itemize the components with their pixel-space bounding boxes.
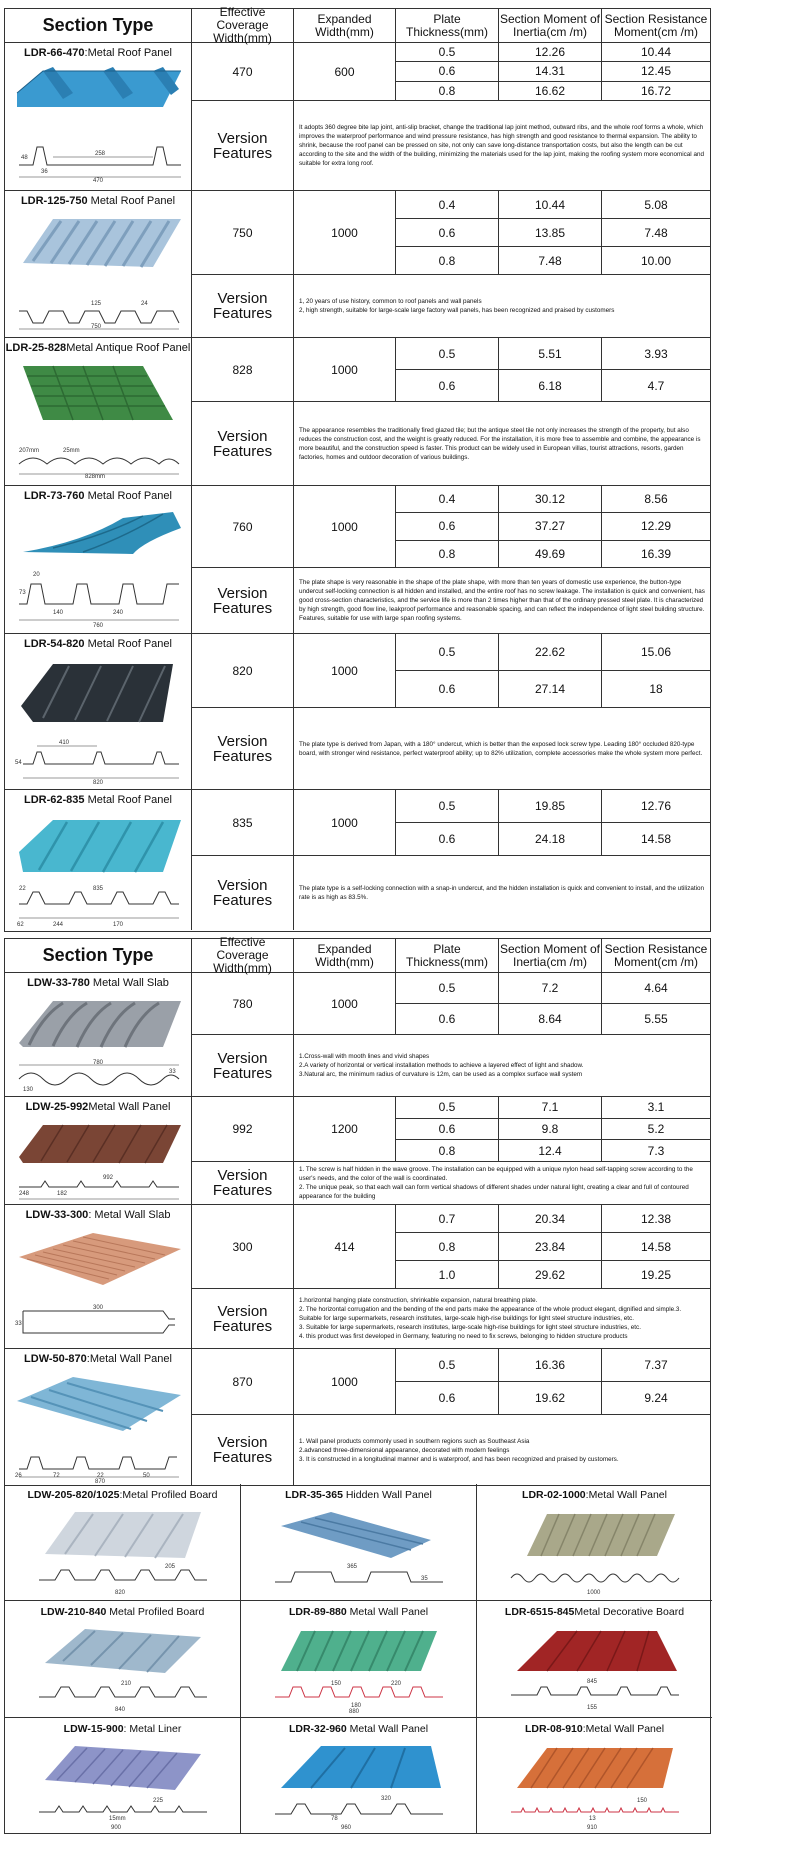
svg-text:820: 820 xyxy=(115,1590,126,1596)
product-name: LDW-25-992Metal Wall Panel xyxy=(25,1101,171,1113)
product-name: LDR-125-750 Metal Roof Panel xyxy=(20,195,176,207)
version-features-label: Version Features xyxy=(192,1162,294,1204)
header-thickness: Plate Thickness(mm) xyxy=(396,939,499,972)
product-name: LDR-66-470:Metal Roof Panel xyxy=(24,47,172,59)
header-coverage: Effective Coverage Width(mm) xyxy=(192,939,294,972)
spec-row: 0.6 13.85 7.48 xyxy=(396,219,710,247)
profile-diagram xyxy=(13,564,185,628)
svg-text:130: 130 xyxy=(23,1087,34,1093)
spec-row: 0.5 7.1 3.1 xyxy=(396,1097,710,1119)
svg-text:1000: 1000 xyxy=(587,1590,601,1596)
svg-text:15mm: 15mm xyxy=(109,1816,126,1822)
spec-row: 1.0 29.62 19.25 xyxy=(396,1261,710,1288)
svg-text:33: 33 xyxy=(15,1321,22,1327)
header-section-type: Section Type xyxy=(5,9,192,42)
svg-text:835: 835 xyxy=(93,886,104,892)
gallery-illustration xyxy=(271,1740,447,1830)
version-features-label: Version Features xyxy=(192,402,294,485)
product-ldr-54-820 xyxy=(5,634,710,790)
expanded-value: 600 xyxy=(294,43,396,100)
header-resistance: Section Resistance Moment(cm /m) xyxy=(604,941,708,969)
product-ldr-25-828 xyxy=(5,338,710,486)
spec-row: 0.6 24.18 14.58 xyxy=(396,823,710,855)
gallery-item: LDR-32-960 Metal Wall Panel 320 78 960 xyxy=(241,1718,477,1834)
expanded-value: 1000 xyxy=(294,973,396,1034)
product-image-cell xyxy=(5,1097,192,1204)
spec-row: 0.7 20.34 12.38 xyxy=(396,1205,710,1233)
panel-illustration xyxy=(13,508,185,558)
roof-panel-sheet xyxy=(4,5,711,932)
spec-row: 0.8 16.62 16.72 xyxy=(396,82,710,100)
product-name: LDR-54-820 Metal Roof Panel xyxy=(24,638,172,650)
version-features-label: Version Features xyxy=(192,708,294,789)
version-features-label: Version Features xyxy=(192,1289,294,1348)
svg-text:880: 880 xyxy=(349,1709,360,1713)
svg-text:20: 20 xyxy=(33,572,40,578)
panel-illustration xyxy=(13,1371,185,1435)
version-features-text: 1.Cross-wall with mooth lines and vivid shapes 2.A variety of horizontal or vertical installation methods to achieve a layered effect of light and shadow. 3.Natural arc, the minimum radius of curvature is 12m, can be used as a complex surface wall system xyxy=(299,1053,584,1078)
svg-text:62: 62 xyxy=(17,922,24,928)
svg-text:140: 140 xyxy=(53,610,64,616)
table-header xyxy=(5,935,710,975)
gallery-item: LDR-6515-845Metal Decorative Board 845 155 xyxy=(477,1601,712,1718)
expanded-value: 414 xyxy=(294,1205,396,1288)
spec-row: 0.5 16.36 7.37 xyxy=(396,1349,710,1382)
spec-row: 0.8 23.84 14.58 xyxy=(396,1233,710,1261)
profile-diagram xyxy=(13,293,185,333)
header-coverage: Effective Coverage Width(mm) xyxy=(192,9,294,42)
svg-text:78: 78 xyxy=(331,1816,338,1822)
svg-text:207mm: 207mm xyxy=(19,448,40,454)
panel-illustration xyxy=(13,63,185,113)
svg-text:240: 240 xyxy=(113,610,124,616)
gallery-illustration xyxy=(507,1740,683,1830)
svg-text:820: 820 xyxy=(93,780,104,784)
version-features-label: Version Features xyxy=(192,856,294,930)
product-ldr-66-470 xyxy=(5,43,710,191)
spec-row: 0.5 12.26 10.44 xyxy=(396,43,710,62)
version-features-text: 1.horizontal hanging plate construction, shrinkable expansion, natural breathing plate. 2. The horizontal corrugation and the bending of the end parts make the appearance of the whole product elegant, dignified and simple.3. Suitable for large supermarkets, research institutes, large-scale high-rise buildings for light steel structure industries, etc. 3. Suitable for large supermarkets, research institutes, large-scale high-rise buildings for light steel structure industries, etc. 4. this product was first developed in Germany, featuring no need to fix screws, belonging to hidden structure products xyxy=(299,1297,682,1340)
product-name: LDW-33-300: Metal Wall Slab xyxy=(25,1209,171,1221)
svg-text:410: 410 xyxy=(59,740,70,746)
header-thickness: Plate Thickness(mm) xyxy=(396,9,499,42)
product-image-cell xyxy=(5,486,192,633)
svg-text:33: 33 xyxy=(169,1069,176,1075)
spec-row: 0.8 12.4 7.3 xyxy=(396,1140,710,1161)
header-expanded: Expanded Width(mm) xyxy=(294,9,396,42)
panel-illustration xyxy=(13,213,185,271)
svg-text:26: 26 xyxy=(15,1473,22,1479)
header-section-type: Section Type xyxy=(5,939,192,972)
svg-text:210: 210 xyxy=(121,1681,132,1687)
svg-text:300: 300 xyxy=(93,1305,104,1311)
gallery-illustration xyxy=(271,1506,447,1596)
svg-text:992: 992 xyxy=(103,1175,114,1181)
panel-illustration xyxy=(13,812,185,876)
product-image-cell xyxy=(5,634,192,789)
gallery-illustration xyxy=(35,1506,211,1596)
profile-diagram xyxy=(13,1171,185,1203)
spec-row: 0.6 37.27 12.29 xyxy=(396,513,710,540)
expanded-value: 1000 xyxy=(294,191,396,274)
svg-text:220: 220 xyxy=(391,1681,402,1687)
profile-diagram xyxy=(13,1303,185,1345)
panel-illustration xyxy=(13,995,185,1051)
gallery-illustration xyxy=(35,1740,211,1830)
gallery-item: LDW-205-820/1025:Metal Profiled Board 205 820 xyxy=(5,1484,241,1601)
version-features-text: 1. The screw is half hidden in the wave groove. The installation can be equipped with a unique nylon head self-tapping screw according to the user's needs, and the color of the wall is coordinated. 2. The unique peak, so that each wall can form vertical shadows of different shades under natural light, creating a clear and full of contoured appearance for the building xyxy=(299,1166,693,1200)
product-ldr-73-760 xyxy=(5,486,710,634)
spec-row: 0.6 9.8 5.2 xyxy=(396,1119,710,1141)
gallery-illustration xyxy=(271,1623,447,1713)
version-features-text: The plate type is a self-locking connection with a snap-in undercut, and the hidden installation is quick and convenient to install, and the utilization rate is as high as 83.5%. xyxy=(299,885,704,901)
version-features-text: 1, 20 years of use history, common to roof panels and wall panels 2, high strength, suitable for large-scale large factory wall panels, has been recognized and praised by customers xyxy=(299,298,615,314)
header-expanded: Expanded Width(mm) xyxy=(294,939,396,972)
expanded-value: 1000 xyxy=(294,634,396,707)
coverage-value: 820 xyxy=(192,634,294,707)
svg-text:150: 150 xyxy=(331,1681,342,1687)
coverage-value: 300 xyxy=(192,1205,294,1288)
gallery-item: LDR-02-1000:Metal Wall Panel 1000 xyxy=(477,1484,712,1601)
spec-row: 0.5 22.62 15.06 xyxy=(396,634,710,671)
coverage-value: 828 xyxy=(192,338,294,401)
spec-row: 0.4 10.44 5.08 xyxy=(396,191,710,219)
svg-text:25mm: 25mm xyxy=(63,448,80,454)
product-ldw-50-870 xyxy=(5,1349,710,1485)
spec-row: 0.6 8.64 5.55 xyxy=(396,1004,710,1034)
expanded-value: 1000 xyxy=(294,790,396,855)
spec-row: 0.4 30.12 8.56 xyxy=(396,486,710,513)
table-header xyxy=(5,5,710,45)
version-features-label: Version Features xyxy=(192,1035,294,1096)
svg-text:910: 910 xyxy=(587,1825,598,1830)
version-features-label: Version Features xyxy=(192,101,294,190)
version-features-label: Version Features xyxy=(192,1415,294,1485)
profile-diagram xyxy=(13,882,185,928)
wall-panel-sheet xyxy=(4,935,711,1486)
gallery-item: LDW-15-900: Metal Liner 15mm 225 900 xyxy=(5,1718,241,1834)
product-ldw-33-780 xyxy=(5,973,710,1097)
coverage-value: 760 xyxy=(192,486,294,567)
svg-text:182: 182 xyxy=(57,1191,68,1197)
product-image-cell xyxy=(5,338,192,485)
spec-row: 0.5 7.2 4.64 xyxy=(396,973,710,1004)
panel-illustration xyxy=(13,656,185,726)
version-features-text: The plate type is derived from Japan, with a 180° undercut, which is better than the exposed lock screw type. Leading 180° occluded 820-type board, with stronger wind resistance, perfect waterproof ability; up to 82% utilization, complete accessories make the whole system more perfect. xyxy=(299,740,703,757)
coverage-value: 835 xyxy=(192,790,294,855)
version-features-text: The plate shape is very reasonable in the shape of the plate shape, with more than ten years of domestic use experience, the button-type undercut self-locking connection is all hidden and installed, and the entire roof has no screw leakage. The installation is quick and convenient, has good cross-section characteristics, and the service life is more than 2 times higher than that of the ordinary pressed steel plate. It is characterized by high strength, good flow line, leakproof performance and reasonable spacing, and can reflect the independence of light steel building structure. Features, suitable for use with large span roofing systems. xyxy=(299,579,705,622)
header-resistance: Section Resistance Moment(cm /m) xyxy=(604,11,708,39)
svg-text:760: 760 xyxy=(93,623,104,628)
svg-text:125: 125 xyxy=(91,301,102,307)
svg-text:35: 35 xyxy=(421,1576,428,1582)
svg-text:960: 960 xyxy=(341,1825,352,1830)
svg-text:320: 320 xyxy=(381,1796,392,1802)
spec-row: 0.8 49.69 16.39 xyxy=(396,541,710,567)
coverage-value: 780 xyxy=(192,973,294,1034)
version-features-text: The appearance resembles the traditionally fired glazed tile; but the antique steel tile not only increases the strength of the property, but also reduces the construction cost, and the weight is greatly reduced. For the installation, it is more free to assemble and combine, the appearance is more beautiful, and the construction speed is faster. This product can be widely used in European villas, tourist attractions, resorts, garden factories, homes and outdoor decoration of various buildings. xyxy=(299,426,701,461)
product-name: LDW-50-870:Metal Wall Panel xyxy=(24,1353,172,1365)
product-image-cell xyxy=(5,1349,192,1485)
product-name: LDR-73-760 Metal Roof Panel xyxy=(24,490,172,502)
panel-illustration xyxy=(13,1227,185,1289)
svg-text:22: 22 xyxy=(19,886,26,892)
product-name: LDR-25-828Metal Antique Roof Panel xyxy=(5,342,191,354)
svg-text:780: 780 xyxy=(93,1060,104,1066)
svg-text:870: 870 xyxy=(95,1479,106,1483)
dim-label: 470 xyxy=(93,178,104,183)
svg-text:150: 150 xyxy=(637,1798,648,1804)
profile-diagram xyxy=(13,734,185,784)
profile-diagram xyxy=(13,135,185,183)
svg-text:54: 54 xyxy=(15,760,22,766)
profile-diagram xyxy=(13,1447,185,1483)
svg-text:13: 13 xyxy=(589,1816,596,1822)
gallery-item: LDR-08-910:Metal Wall Panel 150 13 910 xyxy=(477,1718,712,1834)
svg-text:22: 22 xyxy=(97,1473,104,1479)
product-ldr-125-750 xyxy=(5,191,710,338)
product-ldw-25-992 xyxy=(5,1097,710,1205)
product-name: LDR-62-835 Metal Roof Panel xyxy=(24,794,172,806)
product-image-cell xyxy=(5,790,192,930)
coverage-value: 470 xyxy=(192,43,294,100)
product-ldr-62-835 xyxy=(5,790,710,930)
expanded-value: 1000 xyxy=(294,338,396,401)
panel-illustration xyxy=(13,1117,185,1167)
coverage-value: 750 xyxy=(192,191,294,274)
svg-text:225: 225 xyxy=(153,1798,164,1804)
version-features-text: 1. Wall panel products commonly used in southern regions such as Southeast Asia 2.advanced three-dimensional appearance, decorated with modern feelings 3. It is constructed in a longitudinal manner and is waterproof, and has been recognized and praised by customers. xyxy=(299,1437,619,1463)
svg-text:50: 50 xyxy=(143,1473,150,1479)
dim-label: 48 xyxy=(21,155,28,161)
spec-row: 0.6 6.18 4.7 xyxy=(396,370,710,401)
expanded-value: 1000 xyxy=(294,486,396,567)
spec-row: 0.5 5.51 3.93 xyxy=(396,338,710,370)
coverage-value: 870 xyxy=(192,1349,294,1414)
header-inertia: Section Moment of Inertia(cm /m) xyxy=(499,939,602,972)
dim-label: 258 xyxy=(95,151,106,157)
svg-text:840: 840 xyxy=(115,1707,126,1713)
version-features-text: It adopts 360 degree bite lap joint, anti-slip bracket, change the traditional lap joint method, outward ribs, and the whole roof forms a whole, which improves the waterproof performance and wind pressure resistance, has high strength and good resistance to thermal expansion. The ability to shrink, because the roof panel can be pressed on site, not only can save long-distance transportation costs, but also the length can be cut according to the site and the width of the building, minimizing the materials used for the lap joint, making the roofing system more economical and suitable for extra long roof. xyxy=(299,124,704,167)
gallery-illustration xyxy=(507,1506,683,1596)
svg-text:365: 365 xyxy=(347,1564,358,1570)
svg-text:244: 244 xyxy=(53,922,64,928)
product-image-cell xyxy=(5,43,192,190)
spec-row: 0.5 19.85 12.76 xyxy=(396,790,710,823)
svg-text:180: 180 xyxy=(351,1703,362,1709)
product-image-cell xyxy=(5,973,192,1096)
gallery-item: LDR-35-365 Hidden Wall Panel 365 35 xyxy=(241,1484,477,1601)
gallery-item: LDW-210-840 Metal Profiled Board 210 840 xyxy=(5,1601,241,1718)
product-image-cell xyxy=(5,1205,192,1348)
version-features-label: Version Features xyxy=(192,275,294,337)
svg-text:248: 248 xyxy=(19,1191,30,1197)
coverage-value: 992 xyxy=(192,1097,294,1161)
product-ldw-33-300 xyxy=(5,1205,710,1349)
svg-text:170: 170 xyxy=(113,922,124,928)
expanded-value: 1000 xyxy=(294,1349,396,1414)
svg-text:845: 845 xyxy=(587,1679,598,1685)
profile-diagram xyxy=(13,444,185,480)
gallery-illustration xyxy=(35,1623,211,1713)
panel-illustration xyxy=(13,362,185,424)
profile-diagram xyxy=(13,1059,185,1093)
svg-text:900: 900 xyxy=(111,1825,122,1830)
header-inertia: Section Moment of Inertia(cm /m) xyxy=(499,9,602,42)
product-gallery xyxy=(4,1484,711,1834)
product-name: LDW-33-780 Metal Wall Slab xyxy=(27,977,169,989)
svg-text:155: 155 xyxy=(587,1705,598,1711)
gallery-illustration xyxy=(507,1623,683,1713)
svg-text:750: 750 xyxy=(91,324,102,330)
svg-text:205: 205 xyxy=(165,1564,176,1570)
spec-row: 0.6 19.62 9.24 xyxy=(396,1382,710,1414)
gallery-item: LDR-89-880 Metal Wall Panel 150 180 220 880 xyxy=(241,1601,477,1718)
svg-text:73: 73 xyxy=(19,590,26,596)
expanded-value: 1200 xyxy=(294,1097,396,1161)
svg-text:828mm: 828mm xyxy=(85,474,106,480)
spec-row: 0.6 27.14 18 xyxy=(396,671,710,707)
spec-row: 0.6 14.31 12.45 xyxy=(396,62,710,81)
spec-row: 0.8 7.48 10.00 xyxy=(396,247,710,274)
product-image-cell xyxy=(5,191,192,337)
svg-text:72: 72 xyxy=(53,1473,60,1479)
svg-text:24: 24 xyxy=(141,301,148,307)
version-features-label: Version Features xyxy=(192,568,294,633)
dim-label: 36 xyxy=(41,169,48,175)
